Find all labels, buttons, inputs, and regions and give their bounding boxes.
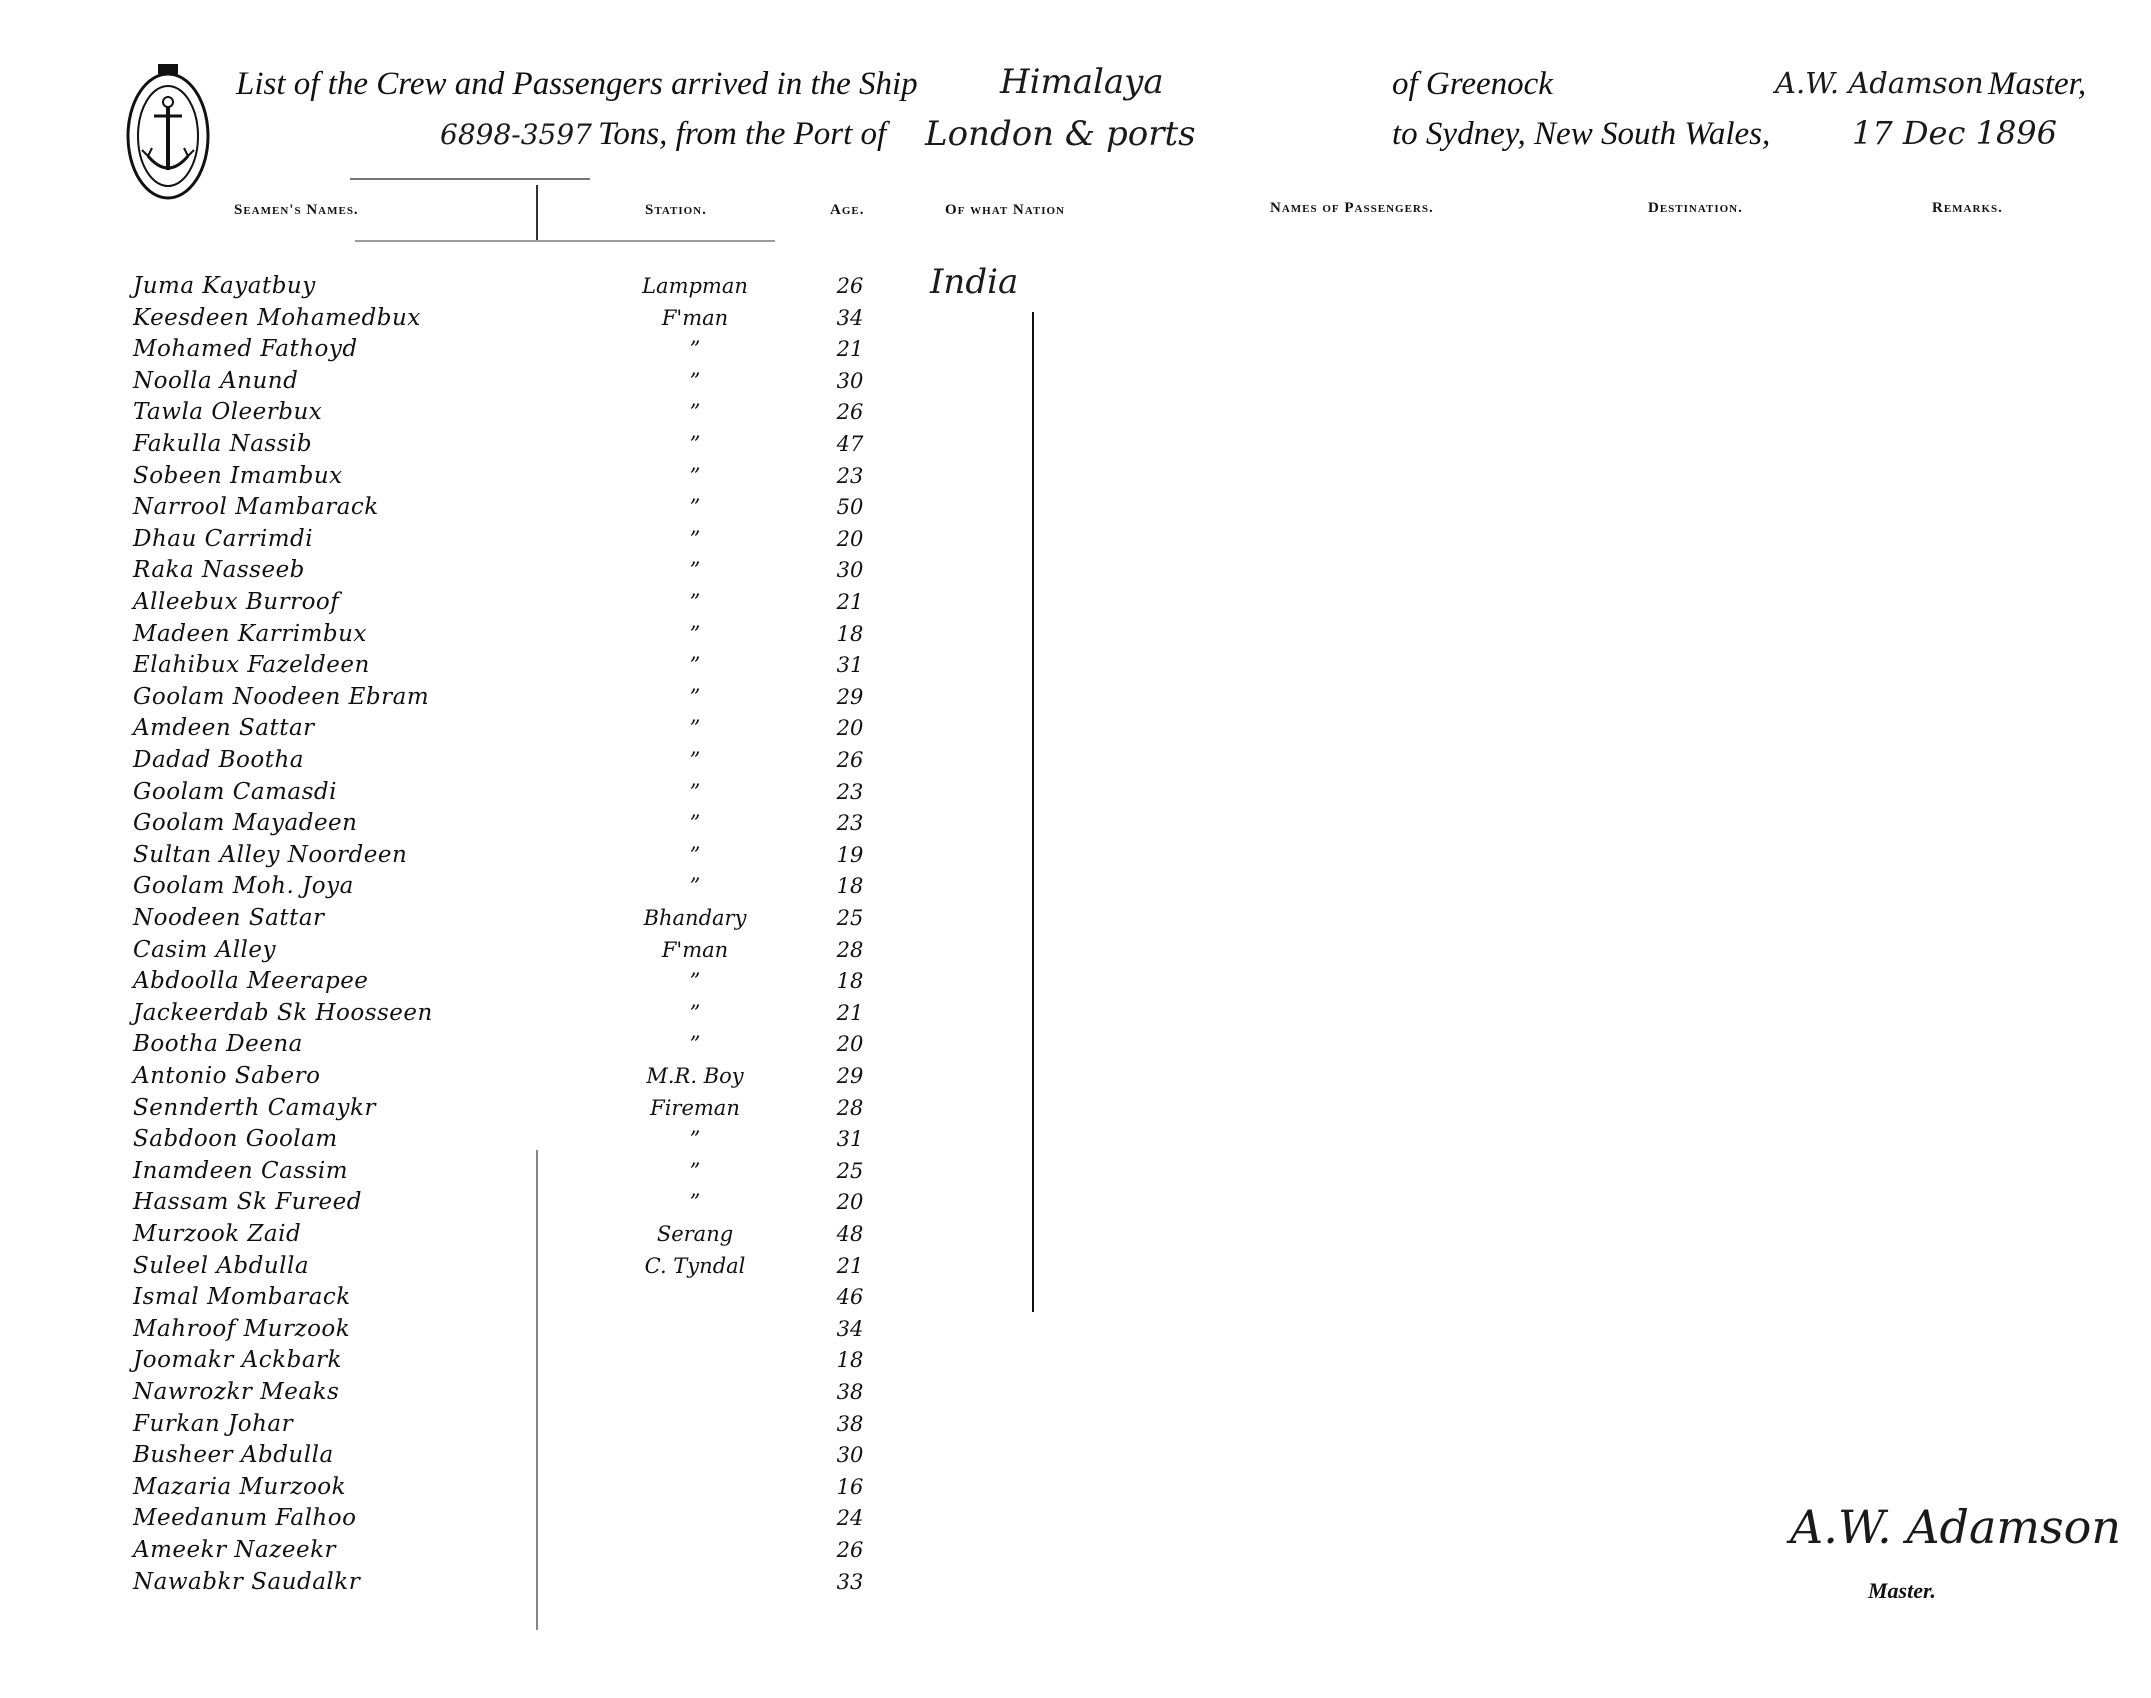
crew-name: Goolam Noodeen Ebram (133, 683, 430, 710)
crew-station: ” (689, 653, 701, 678)
crew-age: 30 (836, 558, 864, 583)
header-rule (350, 178, 590, 180)
crew-age: 48 (836, 1222, 864, 1246)
crew-name: Amdeen Sattar (133, 715, 315, 742)
crew-station: ” (689, 748, 701, 772)
crew-age: 26 (836, 748, 864, 772)
crew-name: Busheer Abdulla (133, 1442, 334, 1469)
table-row (0, 618, 2151, 650)
master-name: A.W. Adamson (1775, 66, 1984, 100)
crew-station: F'man (661, 305, 729, 330)
crew-station: ” (689, 526, 701, 551)
crew-name: Sultan Alley Noordeen (133, 841, 408, 868)
table-row (0, 428, 2151, 460)
crew-name: Mohamed Fathoyd (133, 336, 358, 363)
crew-station: ” (689, 811, 701, 836)
crew-station (590, 1471, 800, 1503)
crew-age: 30 (836, 1443, 864, 1468)
crew-age: 21 (836, 1000, 864, 1025)
crew-name: Dhau Carrimdi (133, 525, 314, 552)
table-row (0, 807, 2151, 839)
table-row (0, 1439, 2151, 1471)
table-row (0, 902, 2151, 934)
table-row (0, 1123, 2151, 1155)
crew-age: 28 (836, 1095, 864, 1120)
table-row (0, 1408, 2151, 1440)
crew-age: 18 (836, 1348, 864, 1373)
table-row (0, 776, 2151, 808)
crew-station: ” (689, 1190, 701, 1215)
table-row (0, 1281, 2151, 1313)
master-label: Master, (1988, 66, 2087, 102)
table-row (0, 1060, 2151, 1092)
crew-age: 38 (836, 1411, 864, 1436)
crew-name: Sobeen Imambux (133, 462, 343, 489)
crew-station: C. Tyndal (644, 1253, 746, 1278)
crew-name: Nawabkr Saudalkr (133, 1568, 361, 1595)
crew-station: ” (689, 716, 701, 741)
crew-station: ” (689, 337, 701, 362)
crew-age: 34 (836, 305, 864, 330)
crew-age: 18 (836, 621, 864, 646)
table-row (0, 270, 2151, 302)
tonnage: 6898-3597 (440, 118, 592, 151)
crew-station: ” (689, 432, 701, 456)
crew-name: Antonio Sabero (133, 1063, 321, 1089)
col-nation: Of what Nation (945, 202, 1065, 218)
crew-name: Joomakr Ackbark (133, 1347, 342, 1374)
crew-station (590, 1502, 800, 1534)
crew-station: Lampman (642, 274, 748, 298)
crew-age: 18 (836, 874, 864, 899)
crew-age: 18 (836, 969, 864, 994)
crew-age: 21 (836, 1253, 864, 1278)
crew-station (590, 1344, 800, 1376)
table-row (0, 649, 2151, 681)
table-row (0, 302, 2151, 334)
crew-name: Dadad Bootha (133, 747, 304, 773)
crew-name: Keesdeen Mohamedbux (133, 304, 421, 331)
crew-station: ” (689, 368, 701, 393)
crew-name: Nawrozkr Meaks (133, 1379, 340, 1405)
crew-name: Ameekr Nazeekr (133, 1537, 336, 1563)
crew-name: Jackeerdab Sk Hoosseen (133, 999, 433, 1026)
crew-station (590, 1376, 800, 1408)
crew-station: ” (689, 1000, 701, 1025)
crew-age: 23 (836, 811, 864, 836)
crew-name: Furkan Johar (133, 1410, 294, 1437)
crew-age: 24 (836, 1506, 864, 1531)
crew-age: 34 (836, 1316, 864, 1341)
crew-name: Madeen Karrimbux (133, 620, 367, 647)
col-station: Station. (645, 202, 707, 218)
table-row (0, 681, 2151, 713)
crew-age: 29 (836, 1064, 864, 1088)
col-destination: Destination. (1648, 200, 1743, 216)
anchor-icon (120, 58, 216, 206)
table-row (0, 396, 2151, 428)
crew-age: 23 (836, 463, 864, 488)
crew-name: Sennderth Camaykr (133, 1094, 376, 1121)
crew-name: Sabdoon Goolam (133, 1126, 338, 1153)
crew-age: 20 (836, 1032, 864, 1057)
crew-name: Noodeen Sattar (133, 905, 325, 931)
table-row (0, 1344, 2151, 1376)
crew-age: 21 (836, 590, 864, 614)
table-row (0, 491, 2151, 523)
table-row (0, 839, 2151, 871)
crew-station: ” (689, 1127, 701, 1152)
crew-age: 21 (836, 337, 864, 362)
crew-age: 50 (836, 495, 864, 520)
crew-station: ” (689, 1158, 701, 1183)
nation-value: India (930, 262, 1019, 302)
table-row (0, 1028, 2151, 1060)
crew-station: F'man (661, 937, 729, 962)
crew-name: Elahibux Fazeldeen (133, 652, 370, 679)
table-row (0, 1092, 2151, 1124)
table-row (0, 523, 2151, 555)
crew-station: ” (689, 590, 701, 614)
table-row (0, 460, 2151, 492)
crew-station: ” (689, 1032, 701, 1057)
home-port: of Greenock (1392, 66, 1553, 102)
table-row (0, 744, 2151, 776)
crew-age: 28 (836, 937, 864, 962)
crew-age: 20 (836, 716, 864, 741)
crew-station (590, 1566, 800, 1598)
crew-age: 31 (836, 653, 864, 678)
signature-title: Master. (1868, 1578, 1936, 1603)
crew-station: Bhandary (643, 906, 747, 930)
destination-label: to Sydney, New South Wales, (1392, 116, 1771, 152)
crew-age: 46 (836, 1285, 864, 1310)
crew-name: Alleebux Burroof (133, 589, 340, 615)
table-row (0, 934, 2151, 966)
crew-station (590, 1408, 800, 1440)
list-heading: List of the Crew and Passengers arrived in the Ship (236, 66, 918, 102)
crew-station: ” (689, 969, 701, 994)
crew-station (590, 1534, 800, 1566)
col-age: Age. (830, 202, 865, 218)
shipping-office-seal (120, 58, 216, 206)
crew-age: 19 (836, 842, 864, 867)
crew-age: 26 (836, 400, 864, 425)
crew-name: Meedanum Falhoo (133, 1505, 357, 1532)
col-remarks: Remarks. (1932, 200, 2003, 216)
ship-name: Himalaya (1000, 62, 1164, 102)
crew-name: Inamdeen Cassim (133, 1157, 349, 1184)
crew-name: Hassam Sk Fureed (133, 1189, 362, 1216)
table-row (0, 586, 2151, 618)
crew-name: Abdoolla Meerapee (133, 968, 369, 995)
table-row (0, 997, 2151, 1029)
crew-station: ” (689, 684, 701, 709)
col-seamen-names: Seamen's Names. (234, 202, 359, 218)
crew-age: 31 (836, 1127, 864, 1152)
crew-name: Juma Kayatbuy (133, 273, 316, 299)
tons-label: Tons, from the Port of (598, 116, 887, 152)
table-row (0, 1376, 2151, 1408)
master-signature: A.W. Adamson (1790, 1500, 2121, 1554)
crew-station: M.R. Boy (646, 1064, 744, 1088)
crew-station: ” (689, 558, 701, 583)
crew-station: ” (689, 779, 701, 804)
crew-name: Raka Nasseeb (133, 557, 305, 584)
table-row (0, 1218, 2151, 1250)
crew-station: ” (689, 842, 701, 867)
crew-age: 20 (836, 1190, 864, 1215)
crew-station: ” (689, 400, 701, 425)
crew-age: 26 (836, 1538, 864, 1562)
crew-age: 47 (836, 432, 864, 456)
crew-station (590, 1313, 800, 1345)
crew-age: 25 (836, 906, 864, 930)
crew-name: Tawla Oleerbux (133, 399, 323, 426)
crew-station: ” (689, 495, 701, 520)
crew-name: Murzook Zaid (133, 1221, 302, 1247)
crew-station: ” (689, 874, 701, 899)
crew-station (590, 1439, 800, 1471)
crew-name: Goolam Mayadeen (133, 810, 358, 837)
crew-name: Mazaria Murzook (133, 1473, 347, 1500)
departure-port: London & ports (925, 114, 1196, 154)
crew-station: Fireman (650, 1095, 740, 1120)
crew-age: 29 (836, 684, 864, 709)
crew-age: 23 (836, 779, 864, 804)
crew-station: ” (689, 463, 701, 488)
crew-age: 30 (836, 368, 864, 393)
crew-name: Goolam Camasdi (133, 778, 337, 805)
crew-name: Fakulla Nassib (133, 431, 313, 457)
table-row (0, 365, 2151, 397)
table-row (0, 1471, 2151, 1503)
crew-name: Ismal Mombarack (133, 1284, 351, 1311)
crew-age: 25 (836, 1158, 864, 1183)
crew-name: Suleel Abdulla (133, 1252, 310, 1279)
crew-age: 33 (836, 1569, 864, 1594)
column-divider-top (536, 185, 538, 240)
crew-age: 26 (836, 274, 864, 298)
header-rule-lower (355, 240, 775, 242)
col-passenger-names: Names of Passengers. (1270, 200, 1434, 216)
crew-station (590, 1281, 800, 1313)
table-row (0, 1250, 2151, 1282)
crew-age: 20 (836, 526, 864, 551)
table-row (0, 870, 2151, 902)
crew-name: Casim Alley (133, 936, 277, 963)
table-row (0, 1566, 2151, 1598)
crew-name: Goolam Moh. Joya (133, 873, 354, 900)
table-row (0, 965, 2151, 997)
crew-age: 16 (836, 1474, 864, 1499)
crew-name: Noolla Anund (133, 367, 299, 394)
table-row (0, 712, 2151, 744)
table-row (0, 1155, 2151, 1187)
crew-station: ” (689, 621, 701, 646)
crew-name: Bootha Deena (133, 1031, 303, 1058)
arrival-date: 17 Dec 1896 (1852, 114, 2058, 152)
crew-name: Narrool Mambarack (133, 494, 379, 521)
crew-age: 38 (836, 1380, 864, 1404)
table-row (0, 333, 2151, 365)
table-row (0, 1186, 2151, 1218)
table-row (0, 554, 2151, 586)
crew-station: Serang (656, 1222, 734, 1246)
table-row (0, 1313, 2151, 1345)
crew-name: Mahroof Murzook (133, 1315, 351, 1342)
